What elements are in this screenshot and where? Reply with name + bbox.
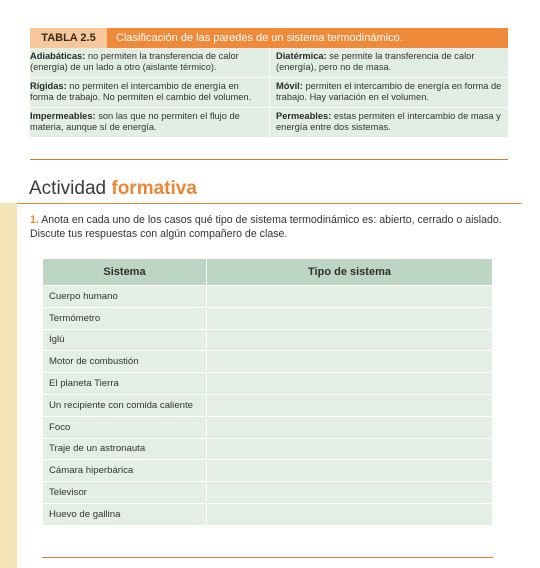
system-name: Cámara hiperbárica <box>43 460 207 482</box>
table-row <box>43 286 493 308</box>
table-row <box>43 351 493 373</box>
heading-accent: formativa <box>111 178 197 199</box>
classification-table <box>30 28 508 137</box>
classification-row <box>30 48 508 78</box>
table-row <box>43 307 493 329</box>
classification-cell <box>30 108 269 137</box>
systems-table <box>42 258 493 526</box>
term-adiabaticas: Adiabáticas: <box>30 51 86 61</box>
answer-cell[interactable] <box>207 351 493 373</box>
definition-text: permiten el intercambio de energía en forma de trabajo. Hay variación en el volumen. <box>276 81 502 102</box>
table-row <box>43 416 493 438</box>
classification-cell <box>269 48 508 77</box>
answer-cell[interactable] <box>207 394 493 416</box>
table-row <box>43 373 493 395</box>
classification-row <box>30 78 508 108</box>
definition-text: se permite la transferencia de calor (energía), pero no de masa. <box>276 51 475 72</box>
answer-cell[interactable] <box>207 373 493 395</box>
system-name: Traje de un astronauta <box>43 438 207 460</box>
definition-text: no permiten la transferencia de calor (energía) de un lado a otro (aislante térmico). <box>30 51 239 72</box>
definition-text: estas permiten el intercambio de masa y energía entre dos sistemas. <box>276 111 501 132</box>
answer-cell[interactable] <box>207 307 493 329</box>
system-name: El planeta Tierra <box>43 373 207 395</box>
table-row <box>43 482 493 504</box>
instruction-text <box>30 213 510 241</box>
answer-cell[interactable] <box>207 460 493 482</box>
table-bottom-divider <box>30 159 508 160</box>
header-tipo-de-sistema: Tipo de sistema <box>207 259 493 286</box>
answer-cell[interactable] <box>207 329 493 351</box>
answer-cell[interactable] <box>207 438 493 460</box>
term-movil: Móvil: <box>276 81 303 91</box>
classification-cell <box>269 108 508 137</box>
term-rigidas: Rígidas: <box>30 81 67 91</box>
system-name: Iglú <box>43 329 207 351</box>
definition-text: no permiten el intercambio de energía en forma de trabajo. No permiten el cambio del volumen. <box>30 81 252 102</box>
classification-table-header <box>30 28 508 48</box>
systems-table-header <box>43 259 493 286</box>
section-heading <box>29 178 197 200</box>
table-row <box>43 438 493 460</box>
table-row <box>43 394 493 416</box>
classification-cell <box>30 78 269 107</box>
classification-row <box>30 108 508 137</box>
section-divider <box>0 203 522 204</box>
system-name: Termómetro <box>43 307 207 329</box>
instruction-body: Anota en cada uno de los casos qué tipo de sistema termodinámico es: abierto, cerrado o aislado. Discute tus respuestas con algún compañero de clase. <box>30 214 502 240</box>
table-number: TABLA 2.5 <box>30 28 107 48</box>
system-name: Motor de combustión <box>43 351 207 373</box>
answer-cell[interactable] <box>207 482 493 504</box>
system-name: Televisor <box>43 482 207 504</box>
header-sistema: Sistema <box>43 259 207 286</box>
instruction-number: 1. <box>30 214 39 226</box>
term-diatermica: Diatérmica: <box>276 51 327 61</box>
classification-cell <box>269 78 508 107</box>
table-title: Clasificación de las paredes de un sistema termodinámico. <box>107 28 508 48</box>
system-name: Foco <box>43 416 207 438</box>
table-row <box>43 503 493 525</box>
answer-cell[interactable] <box>207 416 493 438</box>
answer-cell[interactable] <box>207 286 493 308</box>
term-permeables: Permeables: <box>276 111 332 121</box>
definition-text: son las que no permiten el flujo de materia, aunque sí de energía. <box>30 111 240 132</box>
classification-cell <box>30 48 269 77</box>
margin-stripe <box>0 203 17 568</box>
system-name: Un recipiente con comida caliente <box>43 394 207 416</box>
systems-table-bottom-divider <box>42 557 493 558</box>
system-name: Huevo de gallina <box>43 503 207 525</box>
answer-cell[interactable] <box>207 503 493 525</box>
system-name: Cuerpo humano <box>43 286 207 308</box>
heading-plain: Actividad <box>29 178 112 199</box>
term-impermeables: Impermeables: <box>30 111 96 121</box>
table-row <box>43 329 493 351</box>
table-row <box>43 460 493 482</box>
